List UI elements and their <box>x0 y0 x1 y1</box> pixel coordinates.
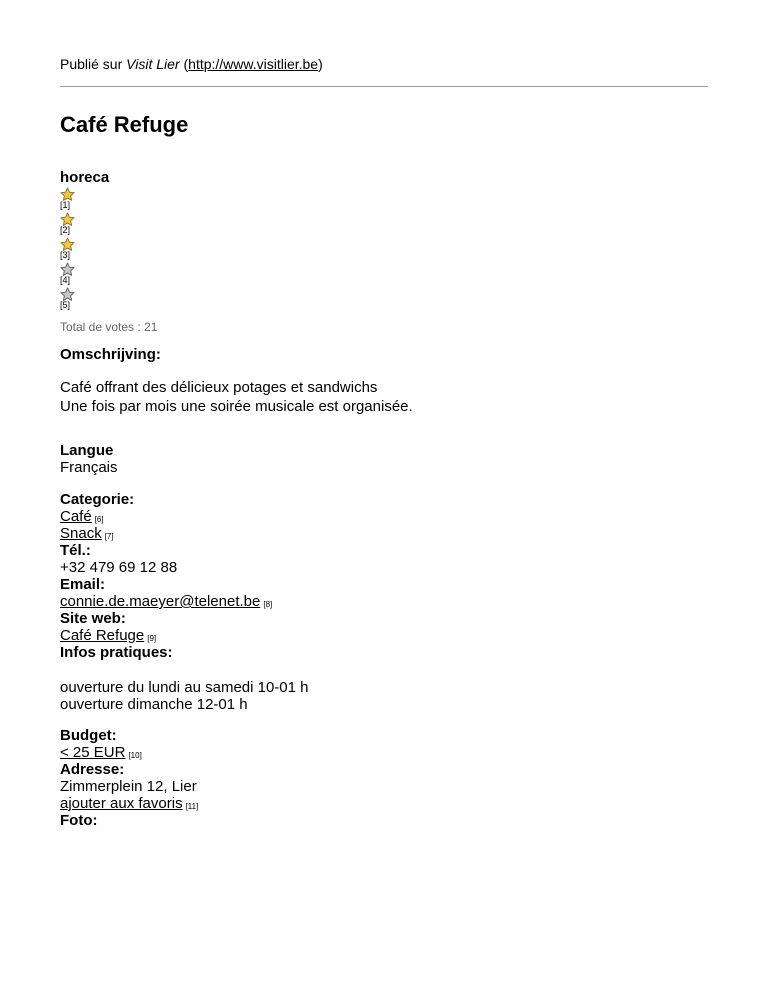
categorie-label: Categorie: <box>60 491 135 508</box>
star-rating-item[interactable] <box>60 187 75 212</box>
email-item <box>60 593 272 610</box>
site-url-link[interactable]: http://www.visitlier.be <box>188 56 319 72</box>
hours-block <box>60 679 309 713</box>
star-rating-item[interactable] <box>60 262 75 287</box>
star-rating-item[interactable] <box>60 287 75 312</box>
email-label: Email: <box>60 576 106 593</box>
ref-marker: [11] <box>185 802 199 811</box>
language-value: Français <box>60 459 118 476</box>
site-label: Site web: <box>60 610 126 627</box>
vote-total: Total de votes : 21 <box>60 320 158 334</box>
categorie-item <box>60 525 272 542</box>
ref-marker: [4] <box>60 275 71 285</box>
header-divider <box>60 86 708 87</box>
description-label: Omschrijving: <box>60 346 161 363</box>
description-line: Café offrant des délicieux potages et sandwichs <box>60 379 378 396</box>
open-paren: ( <box>179 56 189 72</box>
language-block <box>60 442 118 476</box>
language-label: Langue <box>60 442 114 459</box>
address-label: Adresse: <box>60 761 125 778</box>
published-prefix: Publié sur <box>60 56 127 72</box>
star-rating <box>60 187 75 312</box>
site-name: Visit Lier <box>126 56 180 72</box>
tel-value: +32 479 69 12 88 <box>60 559 178 576</box>
ref-marker: [5] <box>60 300 71 310</box>
category-label: horeca <box>60 169 110 186</box>
budget-link[interactable]: < 25 EUR <box>60 744 126 761</box>
ref-marker: [3] <box>60 250 71 260</box>
ref-marker: [10] <box>128 751 142 760</box>
categorie-item <box>60 508 272 525</box>
ref-marker: [9] <box>147 634 157 643</box>
page-title: Café Refuge <box>60 112 189 137</box>
add-favorite-link[interactable]: ajouter aux favoris <box>60 795 183 812</box>
star-rating-item[interactable] <box>60 212 75 237</box>
ref-marker: [2] <box>60 225 71 235</box>
extra-block <box>60 727 198 829</box>
description-text <box>60 378 413 416</box>
address-value: Zimmerplein 12, Lier <box>60 778 197 795</box>
infos-label: Infos pratiques: <box>60 644 173 661</box>
description-line: Une fois par mois une soirée musicale est organisée. <box>60 398 413 415</box>
ref-marker: [6] <box>94 515 104 524</box>
budget-item <box>60 744 198 761</box>
hours-line: ouverture du lundi au samedi 10-01 h <box>60 679 309 696</box>
ref-marker: [1] <box>60 200 71 210</box>
website-link[interactable]: Café Refuge <box>60 627 145 644</box>
star-rating-item[interactable] <box>60 237 75 262</box>
categorie-link-cafe[interactable]: Café <box>60 508 92 525</box>
ref-marker: [8] <box>263 600 273 609</box>
hours-line: ouverture dimanche 12-01 h <box>60 696 248 713</box>
foto-label: Foto: <box>60 812 98 829</box>
categorie-link-snack[interactable]: Snack <box>60 525 102 542</box>
close-paren: ) <box>318 56 323 72</box>
details-block <box>60 491 272 661</box>
site-item <box>60 627 272 644</box>
email-link[interactable]: connie.de.maeyer@telenet.be <box>60 593 261 610</box>
ref-marker: [7] <box>104 532 114 541</box>
budget-label: Budget: <box>60 727 117 744</box>
favoris-item <box>60 795 198 812</box>
published-on <box>60 56 323 72</box>
tel-label: Tél.: <box>60 542 91 559</box>
